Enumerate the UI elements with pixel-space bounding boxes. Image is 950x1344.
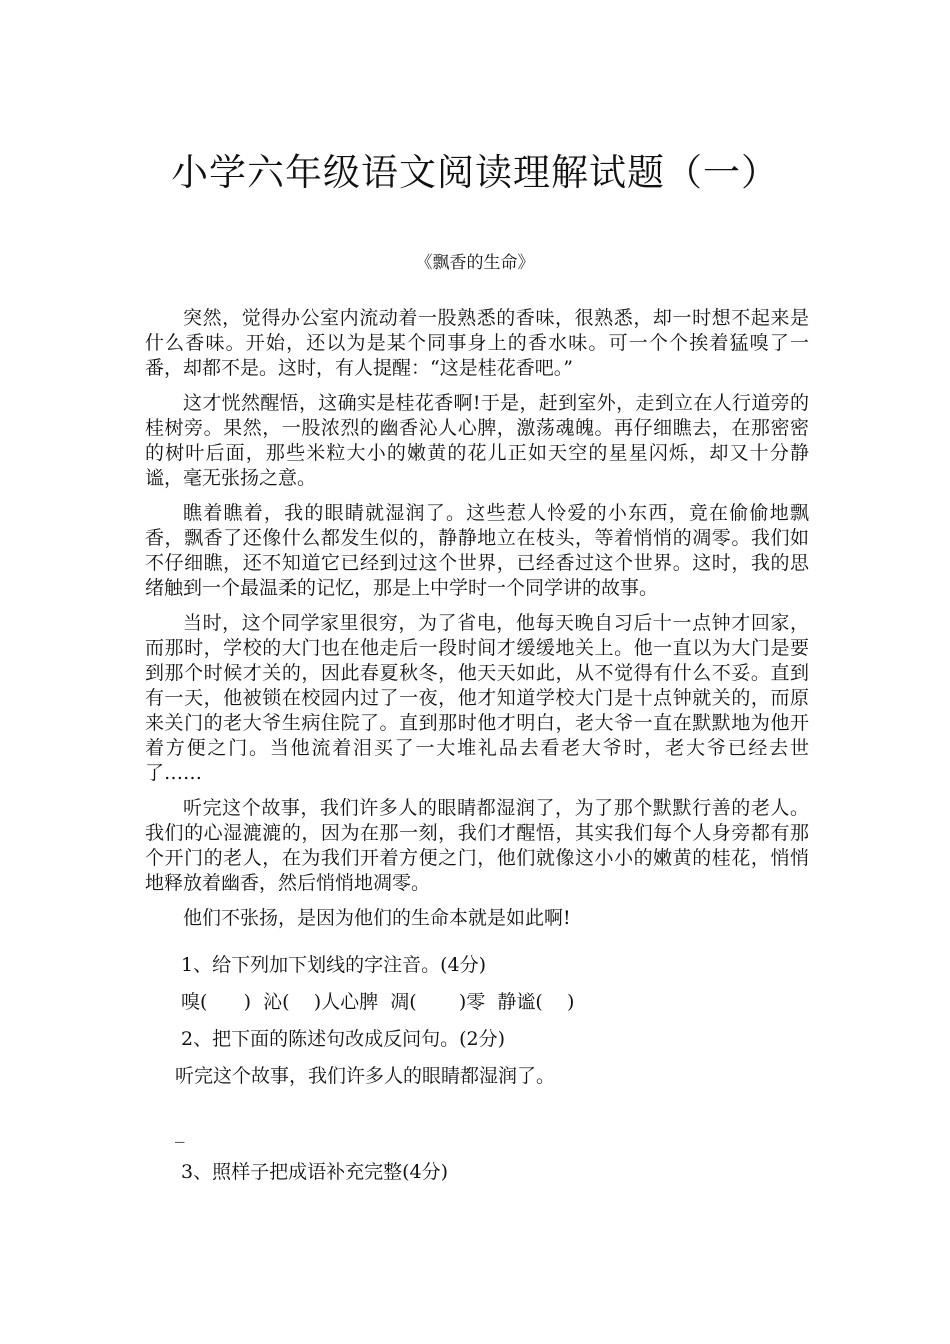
- paragraph: 听完这个故事，我们许多人的眼睛都湿润了，为了那个默默行善的老人。我们的心湿漉漉的，因为在那一刻，我们才醒悟，其实我们每个人身旁都有那个开门的老人，在为我们开着方便之门，他们就像这小小的嫩黄的桂花，悄悄地释放着幽香，然后悄悄地凋零。: [145, 797, 809, 894]
- question-2: 2、把下面的陈述句改成反问句。(2分): [181, 1028, 506, 1050]
- question-2-sentence: 听完这个故事，我们许多人的眼睛都湿润了。: [175, 1065, 556, 1087]
- question-3: 3、照样子把成语补充完整(4分): [181, 1161, 449, 1183]
- paragraph: 这才恍然醒悟，这确实是桂花香啊!于是，赶到室外，走到立在人行道旁的桂树旁。果然，一股浓烈的幽香沁人心脾，激荡魂魄。再仔细瞧去，在那密密的树叶后面，那些米粒大小的嫩黄的花儿正如天空的星星闪烁，却又十分静谧，毫无张扬之意。: [145, 392, 809, 489]
- article-body: [145, 306, 809, 941]
- paragraph: 突然，觉得办公室内流动着一股熟悉的香味，很熟悉，却一时想不起来是什么香味。开始，还以为是某个同事身上的香水味。可一个个挨着猛嗅了一番，却都不是。这时，有人提醒：“这是桂花香吧。”: [145, 307, 809, 379]
- question-1: 1、给下列加下划线的字注音。(4分): [181, 954, 487, 976]
- paragraph: 当时，这个同学家里很穷，为了省电，他每天晚自习后十一点钟才回家，而那时，学校的大门也在他走后一段时间才缓缓地关上。他一直以为大门是要到那个时候才关的，因此春夏秋冬，他天天如此，从不觉得有什么不妥。直到有一天，他被锁在校园内过了一夜，他才知道学校大门是十点钟就关的，而原来关门的老大爷生病住院了。直到那时他才明白，老大爷一直在默默地为他开着方便之门。当他流着泪买了一大堆礼品去看老大爷时，老大爷已经去世了……: [145, 612, 809, 784]
- paragraph: 他们不张扬，是因为他们的生命本就是如此啊!: [183, 907, 571, 929]
- page-title: 小学六年级语文阅读理解试题（一）: [171, 151, 779, 194]
- paragraph: 瞧着瞧着，我的眼睛就湿润了。这些惹人怜爱的小东西，竟在偷偷地飘香，飘香了还像什么都发生似的，静静地立在枝头，等着悄悄的凋零。我们如不仔细瞧，还不知道它已经到过这个世界，已经香过这个世界。这时，我的思绪触到一个最温柔的记忆，那是上中学时一个同学讲的故事。: [145, 502, 809, 599]
- question-1-items: 嗅( ) 沁( )人心脾 凋( )零 静谧( ): [181, 991, 575, 1013]
- article-title: 《飘香的生命》: [415, 253, 535, 273]
- answer-line: _: [175, 1121, 185, 1143]
